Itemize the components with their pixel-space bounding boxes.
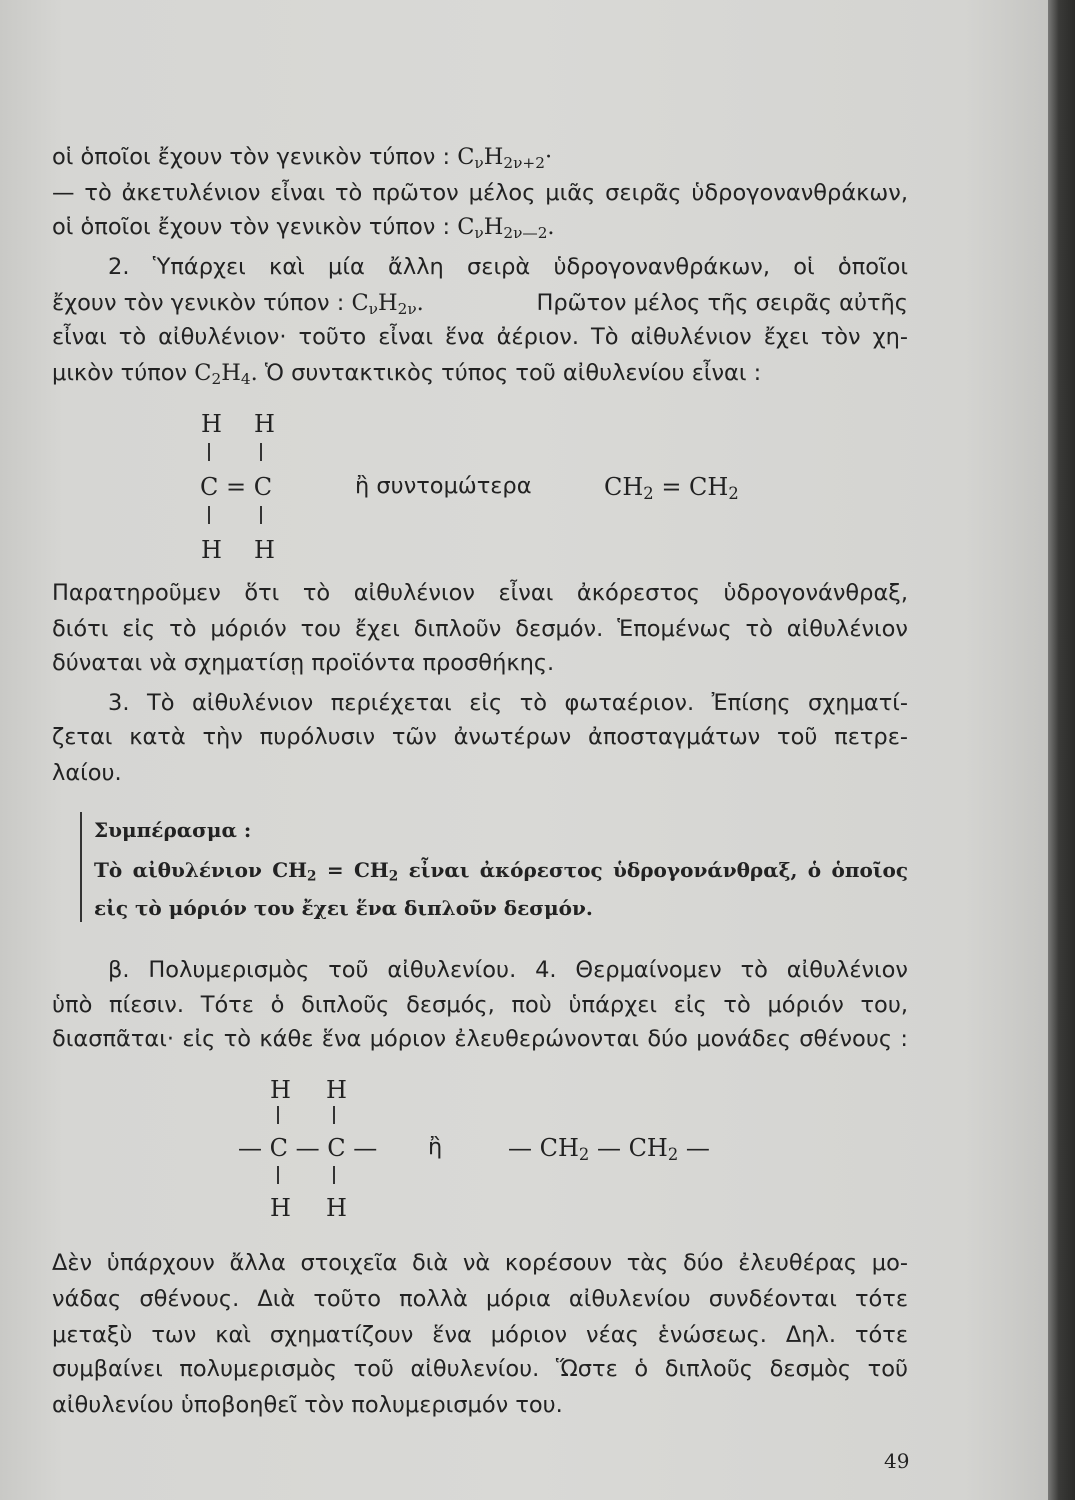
text-span: Πρῶτον μέλος τῆς σειρᾶς αὐτῆς [536,290,908,316]
conclusion-bar [80,812,82,922]
atom-h: H [326,1194,347,1222]
text-line-17: Δὲν ὑπάρχουν ἄλλα στοιχεῖα διὰ νὰ κορέσουν τὰς δύο ἐλευθέρας μο- [52,1250,908,1276]
bond-line [277,1166,279,1184]
text-line-2: — τὸ ἀκετυλένιον εἶναι τὸ πρῶτον μέλος μιᾶς σειρᾶς ὑδρογονανθράκων, [52,180,908,206]
text-line-4: 2. Ὑπάρχει καὶ μία ἄλλη σειρὰ ὑδρογονανθράκων, οἱ ὁποῖοι [108,254,908,280]
text-line-10: δύναται νὰ σχηματίσῃ προϊόντα προσθήκης. [52,650,555,676]
bond-line [260,506,262,524]
text-line-12: ζεται κατὰ τὴν πυρόλυσιν τῶν ἀνωτέρων ἀποσταγμάτων τοῦ πετρε- [52,724,908,750]
text-line-5 [52,288,908,318]
formula-cnh2n2: $C_\nu H_{2\nu+2}\cdot$ [457,144,553,172]
condensed-formula-ethylene: $CH_2 = CH_2$ [604,473,739,504]
atom-h: H [201,536,222,564]
text-line-3 [52,212,908,242]
text-span: οἱ ὁποῖοι ἔχουν τὸν γενικὸν τύπον : [52,144,451,170]
atom-h: H [270,1194,291,1222]
conclusion-line-2: εἰς τὸ μόριόν του ἔχει ἕνα διπλοῦν δεσμόν. [94,896,593,920]
atom-h: H [254,410,275,438]
text-line-20: συμβαίνει πολυμερισμὸς τοῦ αἰθυλενίου. Ὥστε ὁ διπλοῦς δεσμὸς τοῦ [52,1356,908,1382]
conclusion-line-1: Τὸ αἰθυλένιον $CH_2 = CH_2$ εἶναι ἀκόρεστος ὑδρογονάνθραξ, ὁ ὁποῖος [94,858,909,885]
c-single-bond-c: — C — C — [238,1134,378,1162]
c-double-bond-c: C = C [200,473,273,501]
atom-h: H [326,1076,347,1104]
bond-line [333,1166,335,1184]
text-line-21: αἰθυλενίου ὑποβοηθεῖ τὸν πολυμερισμόν του. [52,1392,563,1418]
text-line-6: εἶναι τὸ αἰθυλένιον· τοῦτο εἶναι ἕνα ἀέριον. Τὸ αἰθυλένιον ἔχει τὸν χη- [52,324,908,350]
text-line-1 [52,142,908,172]
bond-line [208,443,210,461]
text-span: οἱ ὁποῖοι ἔχουν τὸν γενικὸν τύπον : [52,214,451,240]
text-span: μικὸν τύπον [52,360,188,386]
bond-line [333,1106,335,1124]
or-label: ἢ [428,1134,443,1160]
formula-cnh2n: $C_\nu H_{2\nu}$. [351,290,424,318]
or-shorter-label: ἢ συντομώτερα [355,473,532,499]
text-line-15: ὑπὸ πίεσιν. Τότε ὁ διπλοῦς δεσμός, ποὺ ὑπάρχει εἰς τὸ μόριόν του, [52,992,908,1018]
formula-cnh2n-2: $C_\nu H_{2\nu—2}$. [457,214,555,242]
formula-c2h4: $C_2H_4$. [194,360,258,388]
atom-h: H [270,1076,291,1104]
text-span: Ὁ συντακτικὸς τύπος τοῦ αἰθυλενίου εἶναι : [264,360,762,386]
text-line-19: μεταξὺ των καὶ σχηματίζουν ἕνα μόριον νέας ἑνώσεως. Δηλ. τότε [52,1322,908,1348]
bond-line [208,506,210,524]
conclusion-title: Συμπέρασμα : [94,818,252,842]
bond-line [260,443,262,461]
bond-line [277,1106,279,1124]
text-line-9: διότι εἰς τὸ μόριόν του ἔχει διπλοῦν δεσμόν. Ἑπομένως τὸ αἰθυλένιον [52,616,908,642]
text-line-7 [52,358,908,388]
text-line-13: λαίου. [52,760,122,786]
book-spine-edge [1048,0,1075,1500]
text-line-11: 3. Τὸ αἰθυλένιον περιέχεται εἰς τὸ φωταέριον. Ἐπίσης σχηματί- [108,690,908,716]
text-line-16: διασπᾶται· εἰς τὸ κάθε ἕνα μόριον ἐλευθερώνονται δύο μονάδες σθένους : [52,1026,908,1052]
text-line-8: Παρατηροῦμεν ὅτι τὸ αἰθυλένιον εἶναι ἀκόρεστος ὑδρογονάνθραξ, [52,580,908,606]
page-number: 49 [884,1449,910,1473]
atom-h: H [201,410,222,438]
text-line-14: β. Πολυμερισμὸς τοῦ αἰθυλενίου. 4. Θερμαίνομεν τὸ αἰθυλένιον [108,957,908,983]
text-line-18: νάδας σθένους. Διὰ τοῦτο πολλὰ μόρια αἰθυλενίου συνδέονται τότε [52,1286,908,1312]
text-span: ἔχουν τὸν γενικὸν τύπον : $C_\nu H_{2\nu}$. [52,290,424,318]
condensed-formula-polymer-unit: — $CH_2$ — $CH_2$ — [508,1134,710,1165]
atom-h: H [254,536,275,564]
